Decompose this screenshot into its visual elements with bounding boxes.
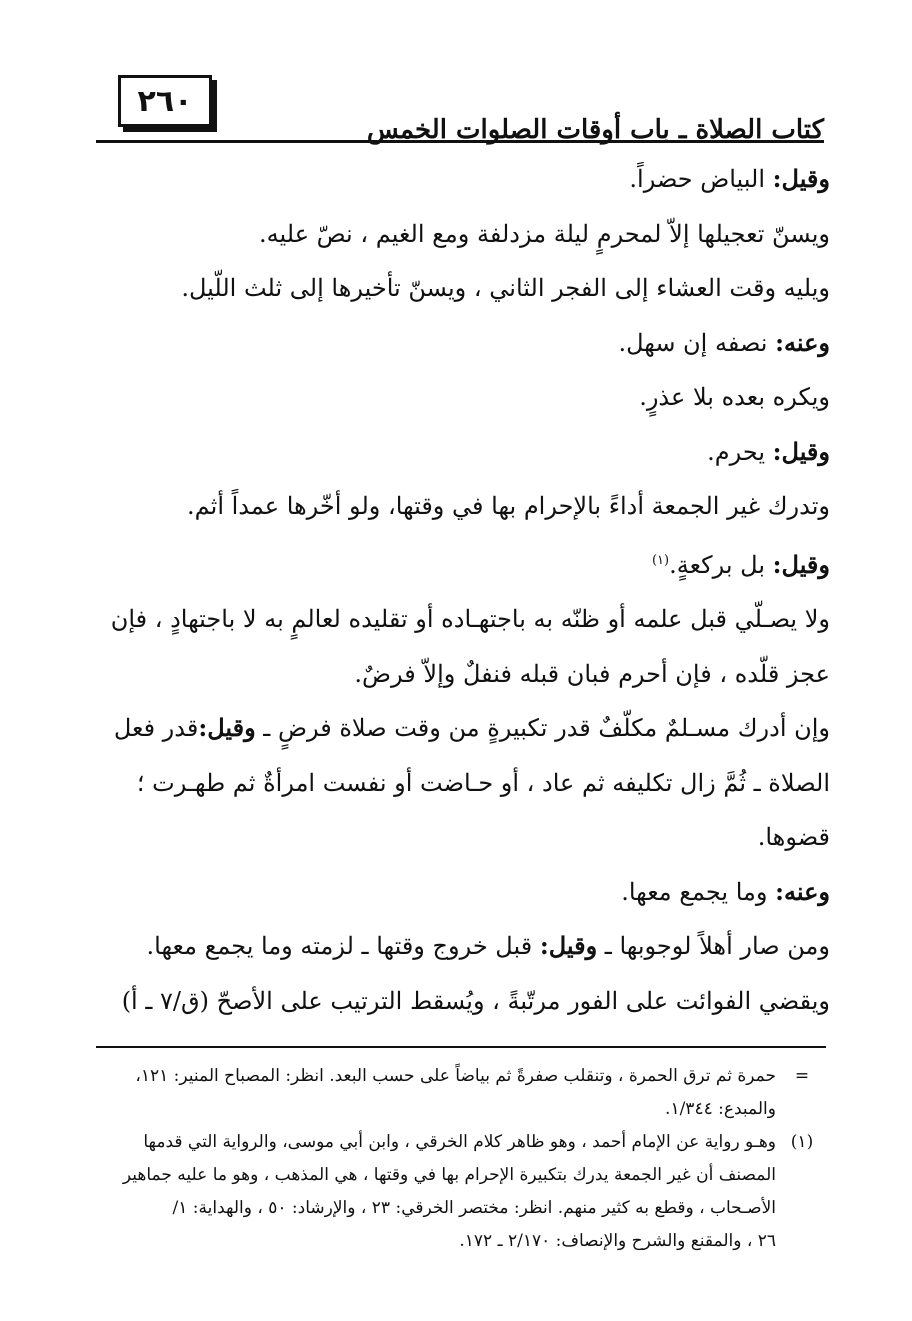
line-text: البياض حضراً. — [629, 165, 773, 193]
line-text: قدر فعل — [113, 714, 199, 742]
header-rule — [96, 140, 824, 143]
footnote-mark: (١) — [790, 1132, 814, 1152]
line-text: يحرم. — [707, 437, 773, 466]
footnote-line: ٢٦ ، والمقنع والشرح والإنصاف: ٢/١٧٠ ـ ١٧٢. — [459, 1231, 776, 1251]
text-line — [92, 261, 830, 316]
keyword: وقيل: — [772, 549, 830, 579]
footnote-text — [92, 1126, 776, 1258]
text-line — [92, 756, 830, 811]
line-text: ويليه وقت العشاء إلى الفجر الثاني ، ويسنّ تأخيرها إلى ثلث اللّيل. — [181, 274, 830, 302]
line-text: ومن صار أهلاً لوجوبها ـ — [597, 932, 830, 960]
footnote-line: المصنف أن غير الجمعة يدرك بتكبيرة الإحرام بها في وقتها ، هي المذهب ، وهو ما عليه جماهير — [122, 1165, 776, 1185]
text-line — [92, 647, 830, 702]
text-line — [92, 479, 830, 534]
line-text: ويسنّ تعجيلها إلاّ لمحرمٍ ليلة مزدلفة ومع الغيم ، نصّ عليه. — [259, 219, 830, 248]
text-line — [92, 974, 830, 1029]
text-line — [92, 865, 830, 920]
footnote-line: الأصـحاب ، وقطع به كثير منهم. انظر: مختصر الخرقي: ٢٣ ، والإرشاد: ٥٠ ، والهداية: ١/ — [172, 1198, 776, 1218]
text-line — [92, 152, 830, 207]
keyword: وقيل: — [772, 164, 830, 193]
line-text: عجز قلّده ، فإن أحرم فبان قبله فنفلٌ وإلاّ فرضٌ. — [354, 659, 830, 688]
text-line — [92, 592, 830, 647]
footnote-separator — [96, 1046, 826, 1048]
page-number: ٢٦٠ — [137, 83, 193, 119]
footnote — [92, 1060, 828, 1126]
keyword: وقيل: — [772, 436, 830, 466]
line-text: ولا يصـلّي قبل علمه أو ظنّه به باجتهـاده أو تقليده لعالمٍ به لا باجتهادٍ ، فإن — [110, 605, 830, 633]
text-line — [92, 701, 830, 756]
main-text — [92, 152, 830, 1028]
line-text: الصلاة ـ ثُمَّ زال تكليفه ثم عاد ، أو حـاضت أو نفست امرأةٌ ثم طهـرت ؛ — [136, 768, 830, 797]
text-line — [92, 316, 830, 371]
line-text: وما يجمع معها. — [621, 877, 776, 906]
footnote-line: وهـو رواية عن الإمام أحمد ، وهو ظاهر كلام الخرقي ، وابن أبي موسى، والرواية التي قدمها — [143, 1132, 776, 1152]
footnote-line: والمبدع: ١/٣٤٤. — [665, 1099, 776, 1119]
text-line — [92, 370, 830, 425]
text-line — [92, 534, 830, 593]
line-text: ويقضي الفوائت على الفور مرتّبةً ، ويُسقط الترتيب على الأصحّ (ق/٧ ـ أ) — [121, 986, 830, 1015]
text-line — [92, 425, 830, 480]
line-text: وتدرك غير الجمعة أداءً بالإحرام بها في وقتها، ولو أخّرها عمداً أثم. — [187, 492, 830, 520]
text-line — [92, 207, 830, 262]
page-number-box — [118, 75, 212, 127]
keyword: وعنه: — [775, 327, 830, 357]
footnote-mark: = — [794, 1066, 810, 1086]
footnote-text — [92, 1060, 776, 1126]
footnote — [92, 1126, 828, 1258]
line-text: وإن أدرك مسـلمٌ مكلّفٌ قدر تكبيرةٍ من وقت صلاة فرضٍ ـ — [255, 714, 830, 742]
line-text: ويكره بعده بلا عذرٍ. — [639, 383, 830, 411]
running-header: كتاب الصلاة ـ باب أوقات الصلوات الخمس — [366, 115, 824, 145]
text-line — [92, 919, 830, 974]
line-text: قضوها. — [757, 823, 830, 851]
footnote-ref: (١) — [651, 552, 670, 568]
footnotes — [92, 1060, 828, 1258]
keyword: وعنه: — [775, 876, 830, 906]
line-text: نصفه إن سهل. — [618, 328, 776, 357]
text-line — [92, 810, 830, 865]
line-text: قبل خروج وقتها ـ لزمته وما يجمع معها. — [146, 932, 540, 960]
keyword: وقيل: — [198, 713, 256, 742]
footnote-line: حمرة ثم ترق الحمرة ، وتنقلب صفرةً ثم بياضاً على حسب البعد. انظر: المصباح المنير: ١٢١، — [135, 1066, 776, 1086]
line-text: بل بركعةٍ. — [669, 550, 773, 579]
keyword: وقيل: — [539, 931, 598, 960]
